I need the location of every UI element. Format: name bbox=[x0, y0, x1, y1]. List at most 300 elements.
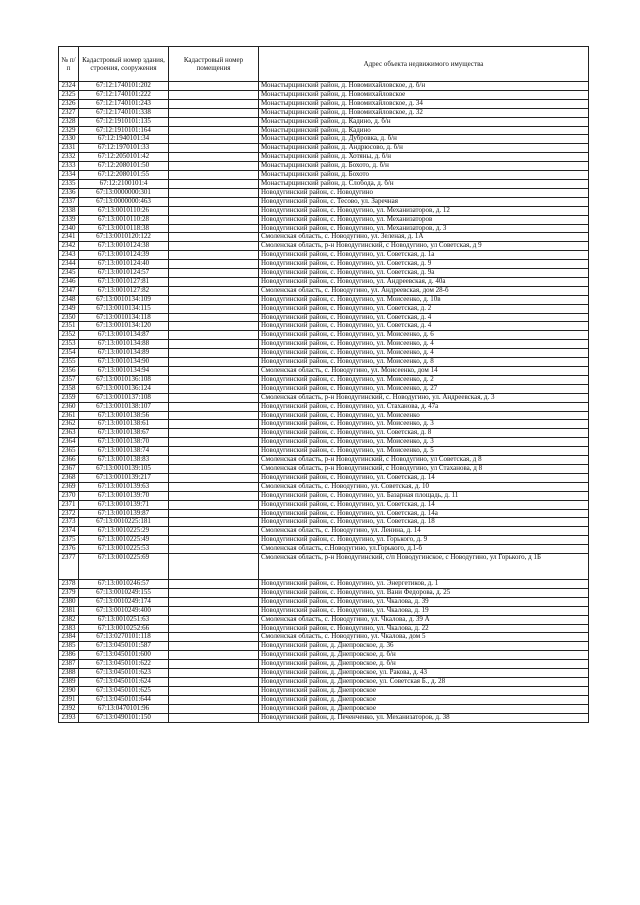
table-row bbox=[59, 349, 589, 358]
property-address: Новодугинский район, с. Новодугино, ул. Моисеенко, д. 8 bbox=[259, 358, 589, 367]
property-address: Новодугинский район, д. Днепровское, д. 36 bbox=[259, 642, 589, 651]
cadastral-number: 67:13:0010134:118 bbox=[79, 313, 169, 322]
row-number: 2381 bbox=[59, 606, 79, 615]
room-cadastral-number bbox=[169, 286, 259, 295]
table-row bbox=[59, 162, 589, 171]
cadastral-number: 67:13:0010134:109 bbox=[79, 295, 169, 304]
cadastral-number: 67:13:0010249:400 bbox=[79, 606, 169, 615]
row-number: 2373 bbox=[59, 518, 79, 527]
property-address: Смоленская область, р-н Новодугинский, с/п Новодугинское, с Новодугино, ул Горького, д 1Б bbox=[259, 554, 589, 580]
cadastral-number: 67:13:0010134:89 bbox=[79, 349, 169, 358]
cadastral-number: 67:13:0010138:83 bbox=[79, 456, 169, 465]
cadastral-number: 67:13:0270101:118 bbox=[79, 633, 169, 642]
room-cadastral-number bbox=[169, 456, 259, 465]
row-number: 2392 bbox=[59, 704, 79, 713]
table-row bbox=[59, 367, 589, 376]
property-table-container bbox=[58, 46, 588, 723]
room-cadastral-number bbox=[169, 678, 259, 687]
property-address: Новодугинский район, с. Тесово, ул. Заречная bbox=[259, 197, 589, 206]
row-number: 2339 bbox=[59, 215, 79, 224]
room-cadastral-number bbox=[169, 197, 259, 206]
table-row bbox=[59, 179, 589, 188]
room-cadastral-number bbox=[169, 295, 259, 304]
property-address: Монастырщинский район, д. Новомихайловское, д. 32 bbox=[259, 108, 589, 117]
row-number: 2390 bbox=[59, 686, 79, 695]
table-row bbox=[59, 482, 589, 491]
cadastral-number: 67:12:1910101:135 bbox=[79, 117, 169, 126]
table-body bbox=[59, 82, 589, 723]
row-number: 2343 bbox=[59, 251, 79, 260]
row-number: 2384 bbox=[59, 633, 79, 642]
table-row bbox=[59, 126, 589, 135]
room-cadastral-number bbox=[169, 144, 259, 153]
property-address: Новодугинский район, с. Новодугино, ул. Чкалова, д. 39 bbox=[259, 597, 589, 606]
room-cadastral-number bbox=[169, 340, 259, 349]
cadastral-number: 67:13:0010134:87 bbox=[79, 331, 169, 340]
cadastral-number: 67:13:0010134:88 bbox=[79, 340, 169, 349]
property-address: Новодугинский район, с. Новодугино, ул. Моисеенко, д. 27 bbox=[259, 384, 589, 393]
cadastral-number: 67:13:0010134:120 bbox=[79, 322, 169, 331]
table-row bbox=[59, 99, 589, 108]
cadastral-number: 67:13:0010137:108 bbox=[79, 393, 169, 402]
cadastral-number: 67:13:0010251:63 bbox=[79, 615, 169, 624]
cadastral-number: 67:12:2080101:55 bbox=[79, 171, 169, 180]
room-cadastral-number bbox=[169, 331, 259, 340]
row-number: 2368 bbox=[59, 473, 79, 482]
row-number: 2337 bbox=[59, 197, 79, 206]
table-row bbox=[59, 464, 589, 473]
room-cadastral-number bbox=[169, 322, 259, 331]
property-address: Новодугинский район, д. Днепровское bbox=[259, 695, 589, 704]
room-cadastral-number bbox=[169, 277, 259, 286]
table-row bbox=[59, 260, 589, 269]
cadastral-number: 67:13:0450101:624 bbox=[79, 678, 169, 687]
row-number: 2352 bbox=[59, 331, 79, 340]
room-cadastral-number bbox=[169, 153, 259, 162]
cadastral-number: 67:13:0010110:26 bbox=[79, 206, 169, 215]
row-number: 2358 bbox=[59, 384, 79, 393]
property-address: Монастырщинский район, д. Кадино bbox=[259, 126, 589, 135]
table-row bbox=[59, 411, 589, 420]
property-address: Новодугинский район, с. Новодугино, ул. Советская, д. 14 bbox=[259, 500, 589, 509]
row-number: 2364 bbox=[59, 438, 79, 447]
property-address: Новодугинский район, с. Новодугино, ул. Моисеенко, д. 10в bbox=[259, 295, 589, 304]
table-row bbox=[59, 420, 589, 429]
table-row bbox=[59, 588, 589, 597]
property-address: Смоленская область, с.Новодугино, ул.Горького, д.1-б bbox=[259, 545, 589, 554]
room-cadastral-number bbox=[169, 304, 259, 313]
header-num: № п/п bbox=[59, 47, 79, 82]
property-address: Монастырщинский район, д. Дубровка, д. б/н bbox=[259, 135, 589, 144]
property-address: Новодугинский район, с. Новодугино, ул. Моисеенко, д. 4 bbox=[259, 340, 589, 349]
row-number: 2366 bbox=[59, 456, 79, 465]
property-address: Смоленская область, р-н Новодугинский, с Новодугино, ул Советская, д 9 bbox=[259, 242, 589, 251]
row-number: 2350 bbox=[59, 313, 79, 322]
cadastral-number: 67:13:0010138:56 bbox=[79, 411, 169, 420]
room-cadastral-number bbox=[169, 420, 259, 429]
row-number: 2362 bbox=[59, 420, 79, 429]
row-number: 2353 bbox=[59, 340, 79, 349]
table-row bbox=[59, 686, 589, 695]
room-cadastral-number bbox=[169, 536, 259, 545]
room-cadastral-number bbox=[169, 597, 259, 606]
room-cadastral-number bbox=[169, 633, 259, 642]
row-number: 2354 bbox=[59, 349, 79, 358]
table-row bbox=[59, 669, 589, 678]
cadastral-number: 67:12:1970101:33 bbox=[79, 144, 169, 153]
cadastral-number: 67:12:1740101:243 bbox=[79, 99, 169, 108]
table-row bbox=[59, 633, 589, 642]
room-cadastral-number bbox=[169, 242, 259, 251]
table-row bbox=[59, 233, 589, 242]
table-row bbox=[59, 606, 589, 615]
row-number: 2329 bbox=[59, 126, 79, 135]
row-number: 2385 bbox=[59, 642, 79, 651]
property-address: Новодугинский район, с. Новодугино, ул. Механизаторов, д. 3 bbox=[259, 224, 589, 233]
table-row bbox=[59, 402, 589, 411]
table-row bbox=[59, 678, 589, 687]
property-address: Монастырщинский район, д. Хотяны, д. б/н bbox=[259, 153, 589, 162]
table-row bbox=[59, 375, 589, 384]
room-cadastral-number bbox=[169, 509, 259, 518]
row-number: 2324 bbox=[59, 82, 79, 91]
table-row bbox=[59, 473, 589, 482]
row-number: 2389 bbox=[59, 678, 79, 687]
table-row bbox=[59, 242, 589, 251]
property-address: Новодугинский район, с. Новодугино, ул. Советская, д. 9а bbox=[259, 269, 589, 278]
table-row bbox=[59, 704, 589, 713]
cadastral-number: 67:13:0010225:49 bbox=[79, 536, 169, 545]
cadastral-number: 67:13:0010136:124 bbox=[79, 384, 169, 393]
table-row bbox=[59, 304, 589, 313]
row-number: 2347 bbox=[59, 286, 79, 295]
room-cadastral-number bbox=[169, 135, 259, 144]
table-row bbox=[59, 322, 589, 331]
row-number: 2369 bbox=[59, 482, 79, 491]
cadastral-number: 67:13:0010134:115 bbox=[79, 304, 169, 313]
table-row bbox=[59, 438, 589, 447]
row-number: 2371 bbox=[59, 500, 79, 509]
room-cadastral-number bbox=[169, 224, 259, 233]
property-address: Монастырщинский район, д. Новомихайловское, д. б/н bbox=[259, 82, 589, 91]
room-cadastral-number bbox=[169, 215, 259, 224]
table-row bbox=[59, 277, 589, 286]
cadastral-number: 67:13:0450101:644 bbox=[79, 695, 169, 704]
room-cadastral-number bbox=[169, 260, 259, 269]
property-address: Монастырщинский район, д. Слобода, д. б/н bbox=[259, 179, 589, 188]
row-number: 2382 bbox=[59, 615, 79, 624]
cadastral-number: 67:13:0010225:53 bbox=[79, 545, 169, 554]
table-row bbox=[59, 500, 589, 509]
property-address: Новодугинский район, д. Днепровское bbox=[259, 704, 589, 713]
table-row bbox=[59, 331, 589, 340]
cadastral-number: 67:12:1940101:34 bbox=[79, 135, 169, 144]
row-number: 2335 bbox=[59, 179, 79, 188]
table-row bbox=[59, 393, 589, 402]
property-address: Новодугинский район, с. Новодугино, ул. Механизаторов bbox=[259, 215, 589, 224]
row-number: 2375 bbox=[59, 536, 79, 545]
room-cadastral-number bbox=[169, 429, 259, 438]
row-number: 2346 bbox=[59, 277, 79, 286]
cadastral-number: 67:13:0010225:181 bbox=[79, 518, 169, 527]
cadastral-number: 67:13:0010127:82 bbox=[79, 286, 169, 295]
table-row bbox=[59, 108, 589, 117]
cadastral-number: 67:13:0010124:39 bbox=[79, 251, 169, 260]
table-row bbox=[59, 651, 589, 660]
room-cadastral-number bbox=[169, 660, 259, 669]
room-cadastral-number bbox=[169, 642, 259, 651]
property-address: Смоленская область, с. Новодугино, ул. Чкалова, дом 5 bbox=[259, 633, 589, 642]
row-number: 2363 bbox=[59, 429, 79, 438]
table-row bbox=[59, 215, 589, 224]
property-address: Смоленская область, р-н Новодугинский, с. Новодугино, ул. Андреевская, д. 3 bbox=[259, 393, 589, 402]
property-address: Монастырщинский район, д. Андрюсово, д. б/н bbox=[259, 144, 589, 153]
row-number: 2328 bbox=[59, 117, 79, 126]
cadastral-number: 67:13:0010249:155 bbox=[79, 588, 169, 597]
table-row bbox=[59, 447, 589, 456]
cadastral-number: 67:13:0450101:587 bbox=[79, 642, 169, 651]
row-number: 2360 bbox=[59, 402, 79, 411]
table-row bbox=[59, 144, 589, 153]
table-row bbox=[59, 340, 589, 349]
property-address: Новодугинский район, с. Новодугино, ул. Горького, д. 9 bbox=[259, 536, 589, 545]
table-row bbox=[59, 171, 589, 180]
cadastral-number: 67:13:0010136:108 bbox=[79, 375, 169, 384]
room-cadastral-number bbox=[169, 518, 259, 527]
room-cadastral-number bbox=[169, 554, 259, 580]
property-address: Новодугинский район, с. Новодугино, ул. Советская, д. 1а bbox=[259, 251, 589, 260]
table-row bbox=[59, 188, 589, 197]
room-cadastral-number bbox=[169, 393, 259, 402]
room-cadastral-number bbox=[169, 162, 259, 171]
property-address: Монастырщинский район, д. Бохото, д. б/н bbox=[259, 162, 589, 171]
cadastral-number: 67:13:0000000:463 bbox=[79, 197, 169, 206]
cadastral-number: 67:13:0470101:96 bbox=[79, 704, 169, 713]
room-cadastral-number bbox=[169, 117, 259, 126]
room-cadastral-number bbox=[169, 713, 259, 722]
property-address: Новодугинский район, с. Новодугино, ул. Чкалова, д. 19 bbox=[259, 606, 589, 615]
room-cadastral-number bbox=[169, 171, 259, 180]
cadastral-number: 67:12:1740101:222 bbox=[79, 90, 169, 99]
cadastral-number: 67:13:0010246:57 bbox=[79, 580, 169, 589]
property-address: Новодугинский район, с. Новодугино, ул. Советская, д. 18 bbox=[259, 518, 589, 527]
cadastral-number: 67:12:2100101:4 bbox=[79, 179, 169, 188]
row-number: 2357 bbox=[59, 375, 79, 384]
cadastral-number: 67:13:0010225:69 bbox=[79, 554, 169, 580]
property-address: Новодугинский район, с. Новодугино, ул. Моисеенко, д. 6 bbox=[259, 331, 589, 340]
row-number: 2327 bbox=[59, 108, 79, 117]
room-cadastral-number bbox=[169, 402, 259, 411]
property-address: Новодугинский район, с. Новодугино, ул. Моисеенко, д. 5 bbox=[259, 447, 589, 456]
row-number: 2391 bbox=[59, 695, 79, 704]
room-cadastral-number bbox=[169, 695, 259, 704]
table-row bbox=[59, 206, 589, 215]
room-cadastral-number bbox=[169, 206, 259, 215]
room-cadastral-number bbox=[169, 251, 259, 260]
cadastral-number: 67:13:0450101:625 bbox=[79, 686, 169, 695]
room-cadastral-number bbox=[169, 179, 259, 188]
room-cadastral-number bbox=[169, 367, 259, 376]
table-row bbox=[59, 518, 589, 527]
room-cadastral-number bbox=[169, 527, 259, 536]
table-row bbox=[59, 642, 589, 651]
row-number: 2340 bbox=[59, 224, 79, 233]
property-address: Монастырщинский район, д. Кадино, д. б/н bbox=[259, 117, 589, 126]
property-address: Новодугинский район, д. Днепровское bbox=[259, 686, 589, 695]
property-address: Новодугинский район, д. Днепровское, д. б/н bbox=[259, 660, 589, 669]
cadastral-number: 67:13:0010138:74 bbox=[79, 447, 169, 456]
table-row bbox=[59, 660, 589, 669]
room-cadastral-number bbox=[169, 108, 259, 117]
room-cadastral-number bbox=[169, 588, 259, 597]
cadastral-number: 67:13:0010127:81 bbox=[79, 277, 169, 286]
room-cadastral-number bbox=[169, 464, 259, 473]
property-address: Новодугинский район, с. Новодугино, ул. Советская, д. 9 bbox=[259, 260, 589, 269]
row-number: 2326 bbox=[59, 99, 79, 108]
cadastral-number: 67:13:0010124:38 bbox=[79, 242, 169, 251]
property-address: Новодугинский район, с. Новодугино, ул. Советская, д. 14 bbox=[259, 473, 589, 482]
cadastral-number: 67:13:0010124:57 bbox=[79, 269, 169, 278]
cadastral-number: 67:13:0450101:623 bbox=[79, 669, 169, 678]
room-cadastral-number bbox=[169, 269, 259, 278]
row-number: 2345 bbox=[59, 269, 79, 278]
table-row bbox=[59, 224, 589, 233]
cadastral-number: 67:13:0450101:600 bbox=[79, 651, 169, 660]
cadastral-number: 67:13:0010225:29 bbox=[79, 527, 169, 536]
table-row bbox=[59, 713, 589, 722]
room-cadastral-number bbox=[169, 384, 259, 393]
row-number: 2383 bbox=[59, 624, 79, 633]
cadastral-number: 67:13:0010134:90 bbox=[79, 358, 169, 367]
room-cadastral-number bbox=[169, 686, 259, 695]
row-number: 2367 bbox=[59, 464, 79, 473]
table-row bbox=[59, 295, 589, 304]
table-row bbox=[59, 491, 589, 500]
property-address: Новодугинский район, с. Новодугино, ул. Советская, д. 8 bbox=[259, 429, 589, 438]
property-address: Новодугинский район, с. Новодугино, ул. Советская, д. 4 bbox=[259, 313, 589, 322]
property-table bbox=[58, 46, 589, 723]
property-address: Новодугинский район, с. Новодугино, ул. Моисеенко, д. 3 bbox=[259, 438, 589, 447]
room-cadastral-number bbox=[169, 349, 259, 358]
property-address: Новодугинский район, с. Новодугино, ул. Советская, д. 14а bbox=[259, 509, 589, 518]
property-address: Монастырщинский район, д. Новомихайловское, д. 34 bbox=[259, 99, 589, 108]
property-address: Монастырщинский район, д. Бохото bbox=[259, 171, 589, 180]
cadastral-number: 67:13:0010138:67 bbox=[79, 429, 169, 438]
room-cadastral-number bbox=[169, 90, 259, 99]
table-row bbox=[59, 545, 589, 554]
table-row bbox=[59, 153, 589, 162]
property-address: Новодугинский район, с. Новодугино, ул. Моисеенко bbox=[259, 411, 589, 420]
cadastral-number: 67:13:0010138:107 bbox=[79, 402, 169, 411]
row-number: 2355 bbox=[59, 358, 79, 367]
table-row bbox=[59, 580, 589, 589]
table-row bbox=[59, 536, 589, 545]
room-cadastral-number bbox=[169, 624, 259, 633]
property-address: Смоленская область, р-н Новодугинский, с Новодугино, ул Советская, д 8 bbox=[259, 456, 589, 465]
row-number: 2372 bbox=[59, 509, 79, 518]
room-cadastral-number bbox=[169, 500, 259, 509]
room-cadastral-number bbox=[169, 447, 259, 456]
cadastral-number: 67:12:2050101:42 bbox=[79, 153, 169, 162]
room-cadastral-number bbox=[169, 82, 259, 91]
room-cadastral-number bbox=[169, 704, 259, 713]
table-row bbox=[59, 135, 589, 144]
row-number: 2333 bbox=[59, 162, 79, 171]
room-cadastral-number bbox=[169, 358, 259, 367]
property-address: Монастырщинский район, д. Новомихайловское bbox=[259, 90, 589, 99]
table-row bbox=[59, 313, 589, 322]
room-cadastral-number bbox=[169, 375, 259, 384]
property-address: Новодугинский район, с. Новодугино bbox=[259, 188, 589, 197]
table-row bbox=[59, 251, 589, 260]
row-number: 2332 bbox=[59, 153, 79, 162]
room-cadastral-number bbox=[169, 669, 259, 678]
property-address: Новодугинский район, с. Новодугино, ул. Моисеенко, д. 4 bbox=[259, 349, 589, 358]
room-cadastral-number bbox=[169, 313, 259, 322]
table-row bbox=[59, 597, 589, 606]
cadastral-number: 67:12:1910101:164 bbox=[79, 126, 169, 135]
table-row bbox=[59, 615, 589, 624]
row-number: 2342 bbox=[59, 242, 79, 251]
cadastral-number: 67:13:0010249:174 bbox=[79, 597, 169, 606]
property-address: Новодугинский район, с. Новодугино, ул. Стаханова, д. 47а bbox=[259, 402, 589, 411]
table-row bbox=[59, 527, 589, 536]
cadastral-number: 67:13:0010139:71 bbox=[79, 500, 169, 509]
row-number: 2330 bbox=[59, 135, 79, 144]
property-address: Новодугинский район, с. Новодугино, ул. Вани Федорова, д. 25 bbox=[259, 588, 589, 597]
table-row bbox=[59, 286, 589, 295]
row-number: 2387 bbox=[59, 660, 79, 669]
room-cadastral-number bbox=[169, 651, 259, 660]
property-address: Смоленская область, с. Новодугино, ул. Советская, д. 10 bbox=[259, 482, 589, 491]
property-address: Смоленская область, с. Новодугино, ул. Чкалова, д. 39 А bbox=[259, 615, 589, 624]
row-number: 2331 bbox=[59, 144, 79, 153]
cadastral-number: 67:12:2080101:50 bbox=[79, 162, 169, 171]
row-number: 2378 bbox=[59, 580, 79, 589]
table-row bbox=[59, 456, 589, 465]
property-address: Новодугинский район, д. Печенченко, ул. Механизаторов, д. 38 bbox=[259, 713, 589, 722]
room-cadastral-number bbox=[169, 606, 259, 615]
table-row bbox=[59, 624, 589, 633]
row-number: 2380 bbox=[59, 597, 79, 606]
row-number: 2386 bbox=[59, 651, 79, 660]
table-header-row bbox=[59, 47, 589, 82]
room-cadastral-number bbox=[169, 491, 259, 500]
room-cadastral-number bbox=[169, 482, 259, 491]
row-number: 2376 bbox=[59, 545, 79, 554]
room-cadastral-number bbox=[169, 473, 259, 482]
property-address: Смоленская область, с. Новодугино, ул. Андреевская, дом 28-б bbox=[259, 286, 589, 295]
room-cadastral-number bbox=[169, 99, 259, 108]
row-number: 2349 bbox=[59, 304, 79, 313]
table-row bbox=[59, 90, 589, 99]
table-row bbox=[59, 197, 589, 206]
room-cadastral-number bbox=[169, 188, 259, 197]
cadastral-number: 67:13:0010118:38 bbox=[79, 224, 169, 233]
cadastral-number: 67:13:0000000:301 bbox=[79, 188, 169, 197]
cadastral-number: 67:13:0010139:105 bbox=[79, 464, 169, 473]
property-address: Новодугинский район, с. Новодугино, ул. Советская, д. 4 bbox=[259, 322, 589, 331]
property-address: Новодугинский район, с. Новодугино, ул. Моисеенко, д. 3 bbox=[259, 420, 589, 429]
cadastral-number: 67:13:0010139:217 bbox=[79, 473, 169, 482]
cadastral-number: 67:13:0010139:63 bbox=[79, 482, 169, 491]
room-cadastral-number bbox=[169, 615, 259, 624]
row-number: 2393 bbox=[59, 713, 79, 722]
table-row bbox=[59, 509, 589, 518]
row-number: 2341 bbox=[59, 233, 79, 242]
room-cadastral-number bbox=[169, 438, 259, 447]
property-address: Новодугинский район, с. Новодугино, ул. Базарная площадь, д. 11 bbox=[259, 491, 589, 500]
